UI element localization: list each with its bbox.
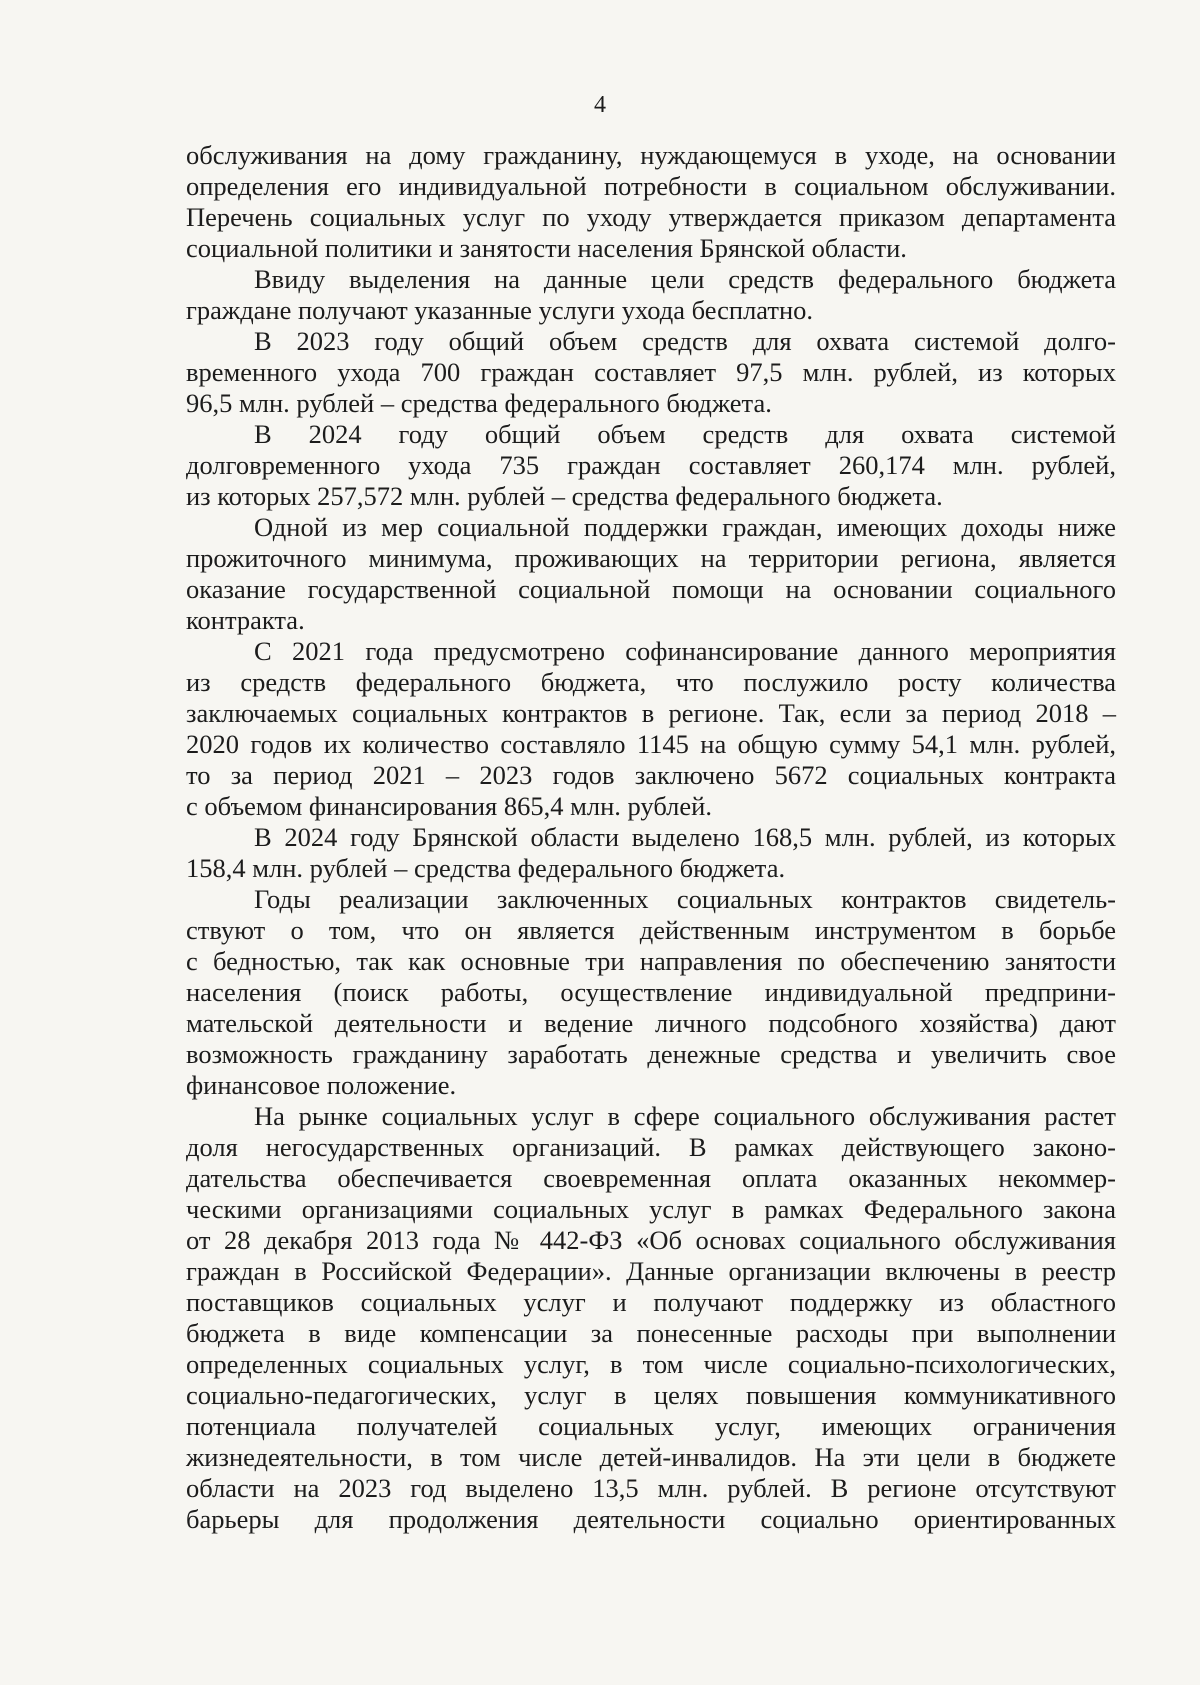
text-line: Ввиду выделения на данные цели средств федерального бюджета: [254, 264, 1116, 294]
text-line: С 2021 года предусмотрено софинансирование данного мероприятия: [254, 636, 1116, 666]
text-line: области на 2023 год выделено 13,5 млн. рублей. В регионе отсутствуют: [186, 1473, 1116, 1503]
text-line: контракта.: [186, 605, 305, 635]
text-line: граждан в Российской Федерации». Данные организации включены в реестр: [186, 1256, 1116, 1286]
text-line: заключаемых социальных контрактов в регионе. Так, если за период 2018 –: [186, 698, 1116, 728]
text-line: оказание государственной социальной помощи на основании социального: [186, 574, 1116, 604]
text-line: Одной из мер социальной поддержки граждан, имеющих доходы ниже: [254, 512, 1116, 542]
text-line: с бедностью, так как основные три направления по обеспечению занятости: [186, 946, 1116, 976]
text-line: Перечень социальных услуг по уходу утверждается приказом департамента: [186, 202, 1116, 232]
text-line: поставщиков социальных услуг и получают поддержку из областного: [186, 1287, 1116, 1317]
text-line: мательской деятельности и ведение личного подсобного хозяйства) дают: [186, 1008, 1116, 1038]
text-line: 96,5 млн. рублей – средства федерального бюджета.: [186, 388, 772, 418]
text-line: из которых 257,572 млн. рублей – средства федерального бюджета.: [186, 481, 943, 511]
text-line: возможность гражданину заработать денежные средства и увеличить свое: [186, 1039, 1116, 1069]
text-line: определенных социальных услуг, в том числе социально-психологических,: [186, 1349, 1116, 1379]
text-line: финансовое положение.: [186, 1070, 457, 1100]
text-line: 158,4 млн. рублей – средства федерального бюджета.: [186, 853, 786, 883]
text-line: социальной политики и занятости населения Брянской области.: [186, 233, 907, 263]
body-text: [186, 140, 1116, 1535]
text-line: социально-педагогических, услуг в целях повышения коммуникативного: [186, 1380, 1116, 1410]
text-line: временного ухода 700 граждан составляет 97,5 млн. рублей, из которых: [186, 357, 1116, 387]
text-line: На рынке социальных услуг в сфере социального обслуживания растет: [254, 1101, 1116, 1131]
text-line: 2020 годов их количество составляло 1145 на общую сумму 54,1 млн. рублей,: [186, 729, 1116, 759]
text-line: В 2023 году общий объем средств для охвата системой долго-: [254, 326, 1116, 356]
text-line: граждане получают указанные услуги ухода бесплатно.: [186, 295, 814, 325]
text-line: обслуживания на дому гражданину, нуждающемуся в уходе, на основании: [186, 140, 1116, 170]
text-line: жизнедеятельности, в том числе детей-инвалидов. На эти цели в бюджете: [186, 1442, 1116, 1472]
text-line: то за период 2021 – 2023 годов заключено 5672 социальных контракта: [186, 760, 1116, 790]
text-line: ческими организациями социальных услуг в рамках Федерального закона: [186, 1194, 1116, 1224]
text-line: В 2024 году Брянской области выделено 168,5 млн. рублей, из которых: [254, 822, 1116, 852]
text-line: с объемом финансирования 865,4 млн. рублей.: [186, 791, 712, 821]
text-line: потенциала получателей социальных услуг, имеющих ограничения: [186, 1411, 1116, 1441]
text-line: доля негосударственных организаций. В рамках действующего законо-: [186, 1132, 1116, 1162]
text-line: населения (поиск работы, осуществление индивидуальной предприни-: [186, 977, 1116, 1007]
text-line: прожиточного минимума, проживающих на территории региона, является: [186, 543, 1116, 573]
text-line: барьеры для продолжения деятельности социально ориентированных: [186, 1504, 1116, 1534]
text-line: дательства обеспечивается своевременная оплата оказанных некоммер-: [186, 1163, 1116, 1193]
text-line: бюджета в виде компенсации за понесенные расходы при выполнении: [186, 1318, 1116, 1348]
text-line: Годы реализации заключенных социальных контрактов свидетель-: [254, 884, 1116, 914]
text-line: В 2024 году общий объем средств для охвата системой: [254, 419, 1116, 449]
text-line: ствуют о том, что он является действенным инструментом в борьбе: [186, 915, 1116, 945]
page-number: 4: [594, 92, 606, 118]
text-line: из средств федерального бюджета, что послужило росту количества: [186, 667, 1116, 697]
text-line: долговременного ухода 735 граждан составляет 260,174 млн. рублей,: [186, 450, 1116, 480]
text-line: от 28 декабря 2013 года № 442-ФЗ «Об основах социального обслуживания: [186, 1225, 1116, 1255]
text-line: определения его индивидуальной потребности в социальном обслуживании.: [186, 171, 1116, 201]
